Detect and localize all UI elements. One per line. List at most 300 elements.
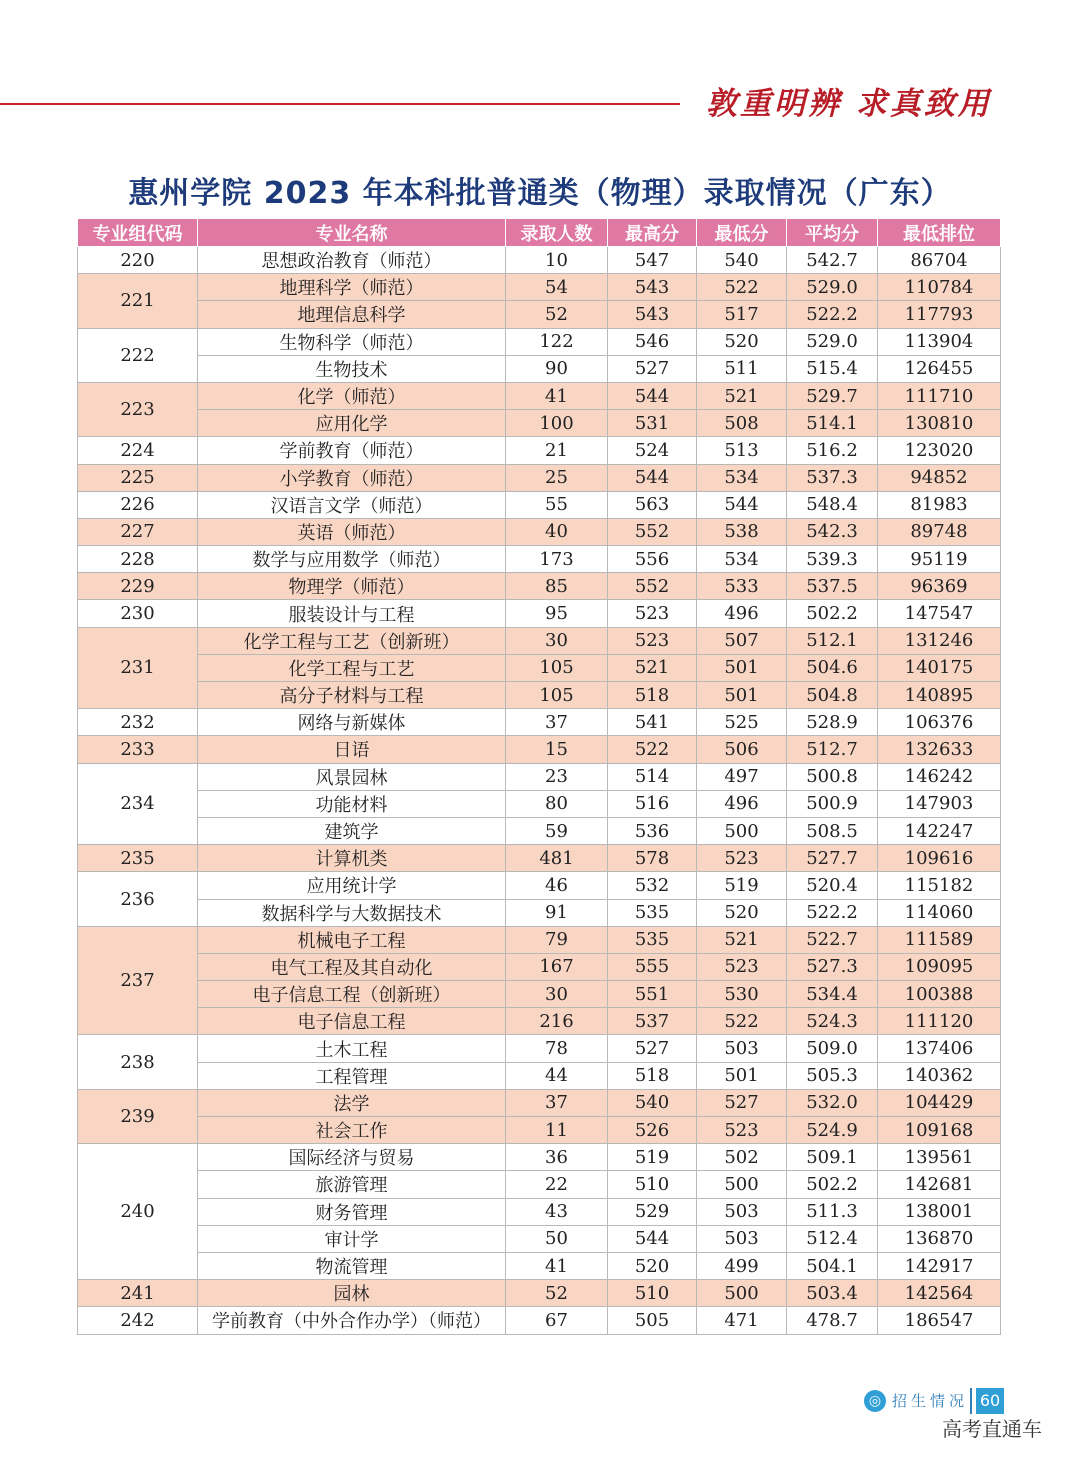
group-code-cell: 226: [78, 491, 198, 518]
table-row: [78, 518, 1001, 545]
min-rank-cell: 139561: [878, 1144, 1001, 1171]
min-rank-cell: 142917: [878, 1252, 1001, 1279]
min-rank-cell: 186547: [878, 1307, 1001, 1334]
max-score-cell: 529: [608, 1198, 697, 1225]
major-name-cell: 电气工程及其自动化: [198, 953, 506, 980]
min-rank-cell: 136870: [878, 1225, 1001, 1252]
table-row: [78, 926, 1001, 953]
major-name-cell: 功能材料: [198, 790, 506, 817]
max-score-cell: 519: [608, 1144, 697, 1171]
avg-score-cell: 524.3: [787, 1008, 878, 1035]
group-code-cell: 237: [78, 926, 198, 1035]
major-name-cell: 社会工作: [198, 1117, 506, 1144]
min-rank-cell: 86704: [878, 247, 1001, 274]
table-row: [78, 1117, 1001, 1144]
min-score-cell: 500: [697, 1171, 787, 1198]
min-score-cell: 520: [697, 899, 787, 926]
min-score-cell: 500: [697, 817, 787, 844]
admitted-count-cell: 15: [506, 736, 608, 763]
table-row: [78, 953, 1001, 980]
major-name-cell: 国际经济与贸易: [198, 1144, 506, 1171]
group-code-cell: 230: [78, 600, 198, 627]
admitted-count-cell: 30: [506, 627, 608, 654]
major-name-cell: 生物科学（师范）: [198, 328, 506, 355]
admitted-count-cell: 173: [506, 546, 608, 573]
min-score-cell: 534: [697, 546, 787, 573]
major-name-cell: 地理科学（师范）: [198, 274, 506, 301]
avg-score-cell: 509.1: [787, 1144, 878, 1171]
admitted-count-cell: 91: [506, 899, 608, 926]
min-score-cell: 533: [697, 573, 787, 600]
avg-score-cell: 504.6: [787, 654, 878, 681]
min-rank-cell: 111589: [878, 926, 1001, 953]
min-rank-cell: 115182: [878, 872, 1001, 899]
major-name-cell: 数据科学与大数据技术: [198, 899, 506, 926]
major-name-cell: 应用化学: [198, 410, 506, 437]
table-row: [78, 1171, 1001, 1198]
min-score-cell: 471: [697, 1307, 787, 1334]
table-row: [78, 1280, 1001, 1307]
min-rank-cell: 123020: [878, 437, 1001, 464]
avg-score-cell: 537.5: [787, 573, 878, 600]
max-score-cell: 541: [608, 709, 697, 736]
major-name-cell: 学前教育（师范）: [198, 437, 506, 464]
min-rank-cell: 126455: [878, 355, 1001, 382]
avg-score-cell: 529.0: [787, 328, 878, 355]
min-rank-cell: 89748: [878, 518, 1001, 545]
group-code-cell: 234: [78, 763, 198, 845]
table-row: [78, 1252, 1001, 1279]
avg-score-cell: 527.3: [787, 953, 878, 980]
min-rank-cell: 109616: [878, 845, 1001, 872]
min-rank-cell: 137406: [878, 1035, 1001, 1062]
table-row: [78, 274, 1001, 301]
min-score-cell: 502: [697, 1144, 787, 1171]
max-score-cell: 531: [608, 410, 697, 437]
max-score-cell: 543: [608, 301, 697, 328]
admitted-count-cell: 41: [506, 382, 608, 409]
avg-score-cell: 529.0: [787, 274, 878, 301]
max-score-cell: 523: [608, 600, 697, 627]
max-score-cell: 544: [608, 382, 697, 409]
admitted-count-cell: 100: [506, 410, 608, 437]
avg-score-cell: 512.4: [787, 1225, 878, 1252]
major-name-cell: 化学（师范）: [198, 382, 506, 409]
group-code-cell: 231: [78, 627, 198, 709]
avg-score-cell: 500.9: [787, 790, 878, 817]
min-score-cell: 522: [697, 274, 787, 301]
footer-section-label: 招生情况: [892, 1392, 969, 1410]
table-row: [78, 899, 1001, 926]
group-code-cell: 242: [78, 1307, 198, 1334]
admitted-count-cell: 41: [506, 1252, 608, 1279]
max-score-cell: 546: [608, 328, 697, 355]
max-score-cell: 551: [608, 981, 697, 1008]
table-row: [78, 981, 1001, 1008]
group-code-cell: 240: [78, 1144, 198, 1280]
min-rank-cell: 111120: [878, 1008, 1001, 1035]
min-score-cell: 540: [697, 247, 787, 274]
min-rank-cell: 106376: [878, 709, 1001, 736]
major-name-cell: 汉语言文学（师范）: [198, 491, 506, 518]
min-score-cell: 496: [697, 790, 787, 817]
group-code-cell: 223: [78, 382, 198, 436]
admitted-count-cell: 79: [506, 926, 608, 953]
min-score-cell: 503: [697, 1225, 787, 1252]
admitted-count-cell: 55: [506, 491, 608, 518]
avg-score-cell: 504.1: [787, 1252, 878, 1279]
group-code-cell: 221: [78, 274, 198, 328]
group-code-cell: 224: [78, 437, 198, 464]
major-name-cell: 计算机类: [198, 845, 506, 872]
page-title: 惠州学院 2023 年本科批普通类（物理）录取情况（广东）: [128, 176, 952, 211]
max-score-cell: 555: [608, 953, 697, 980]
footer-badge: [864, 1386, 1004, 1416]
admitted-count-cell: 105: [506, 654, 608, 681]
admitted-count-cell: 85: [506, 573, 608, 600]
major-name-cell: 日语: [198, 736, 506, 763]
min-score-cell: 501: [697, 682, 787, 709]
major-name-cell: 审计学: [198, 1225, 506, 1252]
min-score-cell: 503: [697, 1035, 787, 1062]
major-name-cell: 旅游管理: [198, 1171, 506, 1198]
min-rank-cell: 96369: [878, 573, 1001, 600]
table-row: [78, 1307, 1001, 1334]
group-code-cell: 235: [78, 845, 198, 872]
max-score-cell: 547: [608, 247, 697, 274]
max-score-cell: 544: [608, 464, 697, 491]
max-score-cell: 552: [608, 518, 697, 545]
admitted-count-cell: 43: [506, 1198, 608, 1225]
major-name-cell: 化学工程与工艺: [198, 654, 506, 681]
major-name-cell: 建筑学: [198, 817, 506, 844]
group-code-cell: 229: [78, 573, 198, 600]
max-score-cell: 544: [608, 1225, 697, 1252]
admitted-count-cell: 167: [506, 953, 608, 980]
admission-table: [77, 218, 1001, 1335]
admitted-count-cell: 122: [506, 328, 608, 355]
major-name-cell: 园林: [198, 1280, 506, 1307]
group-code-cell: 241: [78, 1280, 198, 1307]
min-score-cell: 520: [697, 328, 787, 355]
table-row: [78, 600, 1001, 627]
table-row: [78, 1062, 1001, 1089]
major-name-cell: 应用统计学: [198, 872, 506, 899]
min-score-cell: 538: [697, 518, 787, 545]
col-header-major-name: 专业名称: [198, 219, 506, 247]
avg-score-cell: 534.4: [787, 981, 878, 1008]
admitted-count-cell: 67: [506, 1307, 608, 1334]
table-row: [78, 1225, 1001, 1252]
admitted-count-cell: 21: [506, 437, 608, 464]
min-score-cell: 507: [697, 627, 787, 654]
admitted-count-cell: 59: [506, 817, 608, 844]
avg-score-cell: 509.0: [787, 1035, 878, 1062]
max-score-cell: 520: [608, 1252, 697, 1279]
min-rank-cell: 113904: [878, 328, 1001, 355]
avg-score-cell: 511.3: [787, 1198, 878, 1225]
min-rank-cell: 81983: [878, 491, 1001, 518]
max-score-cell: 540: [608, 1089, 697, 1116]
admitted-count-cell: 37: [506, 709, 608, 736]
max-score-cell: 536: [608, 817, 697, 844]
avg-score-cell: 502.2: [787, 1171, 878, 1198]
min-rank-cell: 142681: [878, 1171, 1001, 1198]
min-score-cell: 522: [697, 1008, 787, 1035]
admitted-count-cell: 90: [506, 355, 608, 382]
watermark-text: 高考直通车: [942, 1417, 1042, 1441]
table-row: [78, 1008, 1001, 1035]
table-row: [78, 817, 1001, 844]
admitted-count-cell: 52: [506, 1280, 608, 1307]
major-name-cell: 法学: [198, 1089, 506, 1116]
major-name-cell: 学前教育（中外合作办学）（师范）: [198, 1307, 506, 1334]
avg-score-cell: 516.2: [787, 437, 878, 464]
min-rank-cell: 110784: [878, 274, 1001, 301]
avg-score-cell: 527.7: [787, 845, 878, 872]
min-score-cell: 506: [697, 736, 787, 763]
min-score-cell: 511: [697, 355, 787, 382]
major-name-cell: 工程管理: [198, 1062, 506, 1089]
group-code-cell: 228: [78, 546, 198, 573]
avg-score-cell: 542.3: [787, 518, 878, 545]
table-row: [78, 682, 1001, 709]
group-code-cell: 238: [78, 1035, 198, 1089]
min-score-cell: 525: [697, 709, 787, 736]
table-body: [78, 247, 1001, 1335]
min-score-cell: 534: [697, 464, 787, 491]
table-row: [78, 736, 1001, 763]
avg-score-cell: 548.4: [787, 491, 878, 518]
min-score-cell: 523: [697, 1117, 787, 1144]
avg-score-cell: 515.4: [787, 355, 878, 382]
table-row: [78, 573, 1001, 600]
major-name-cell: 高分子材料与工程: [198, 682, 506, 709]
min-rank-cell: 142564: [878, 1280, 1001, 1307]
table-row: [78, 437, 1001, 464]
table-row: [78, 410, 1001, 437]
major-name-cell: 服装设计与工程: [198, 600, 506, 627]
avg-score-cell: 524.9: [787, 1117, 878, 1144]
major-name-cell: 思想政治教育（师范）: [198, 247, 506, 274]
group-code-cell: 232: [78, 709, 198, 736]
admitted-count-cell: 22: [506, 1171, 608, 1198]
footer-divider: [970, 1388, 972, 1414]
min-score-cell: 517: [697, 301, 787, 328]
max-score-cell: 535: [608, 926, 697, 953]
major-name-cell: 电子信息工程: [198, 1008, 506, 1035]
table-row: [78, 763, 1001, 790]
max-score-cell: 514: [608, 763, 697, 790]
table-row: [78, 328, 1001, 355]
admitted-count-cell: 37: [506, 1089, 608, 1116]
major-name-cell: 化学工程与工艺（创新班）: [198, 627, 506, 654]
admitted-count-cell: 50: [506, 1225, 608, 1252]
min-score-cell: 530: [697, 981, 787, 1008]
table-row: [78, 872, 1001, 899]
admitted-count-cell: 216: [506, 1008, 608, 1035]
admitted-count-cell: 25: [506, 464, 608, 491]
min-rank-cell: 111710: [878, 382, 1001, 409]
avg-score-cell: 522.7: [787, 926, 878, 953]
admitted-count-cell: 44: [506, 1062, 608, 1089]
admitted-count-cell: 36: [506, 1144, 608, 1171]
page-number: 60: [976, 1388, 1004, 1414]
avg-score-cell: 528.9: [787, 709, 878, 736]
max-score-cell: 527: [608, 1035, 697, 1062]
admitted-count-cell: 46: [506, 872, 608, 899]
min-rank-cell: 100388: [878, 981, 1001, 1008]
table-row: [78, 709, 1001, 736]
min-score-cell: 496: [697, 600, 787, 627]
table-row: [78, 1089, 1001, 1116]
avg-score-cell: 505.3: [787, 1062, 878, 1089]
col-header-max-score: 最高分: [608, 219, 697, 247]
min-rank-cell: 104429: [878, 1089, 1001, 1116]
min-rank-cell: 140362: [878, 1062, 1001, 1089]
table-row: [78, 355, 1001, 382]
min-score-cell: 497: [697, 763, 787, 790]
col-header-group-code: 专业组代码: [78, 219, 198, 247]
min-score-cell: 527: [697, 1089, 787, 1116]
admitted-count-cell: 40: [506, 518, 608, 545]
max-score-cell: 505: [608, 1307, 697, 1334]
min-score-cell: 508: [697, 410, 787, 437]
admitted-count-cell: 481: [506, 845, 608, 872]
table-row: [78, 464, 1001, 491]
major-name-cell: 土木工程: [198, 1035, 506, 1062]
group-code-cell: 236: [78, 872, 198, 926]
avg-score-cell: 522.2: [787, 301, 878, 328]
admitted-count-cell: 11: [506, 1117, 608, 1144]
min-score-cell: 521: [697, 382, 787, 409]
min-rank-cell: 138001: [878, 1198, 1001, 1225]
table-header-row: [78, 219, 1001, 247]
group-code-cell: 222: [78, 328, 198, 382]
group-code-cell: 239: [78, 1089, 198, 1143]
min-rank-cell: 146242: [878, 763, 1001, 790]
min-rank-cell: 132633: [878, 736, 1001, 763]
avg-score-cell: 520.4: [787, 872, 878, 899]
table-row: [78, 627, 1001, 654]
admitted-count-cell: 30: [506, 981, 608, 1008]
min-rank-cell: 114060: [878, 899, 1001, 926]
max-score-cell: 523: [608, 627, 697, 654]
max-score-cell: 522: [608, 736, 697, 763]
max-score-cell: 526: [608, 1117, 697, 1144]
group-code-cell: 227: [78, 518, 198, 545]
avg-score-cell: 539.3: [787, 546, 878, 573]
max-score-cell: 518: [608, 1062, 697, 1089]
table-row: [78, 301, 1001, 328]
avg-score-cell: 537.3: [787, 464, 878, 491]
max-score-cell: 510: [608, 1171, 697, 1198]
col-header-admitted: 录取人数: [506, 219, 608, 247]
col-header-avg-score: 平均分: [787, 219, 878, 247]
header-rule: [0, 103, 680, 105]
major-name-cell: 电子信息工程（创新班）: [198, 981, 506, 1008]
min-rank-cell: 109095: [878, 953, 1001, 980]
min-score-cell: 513: [697, 437, 787, 464]
avg-score-cell: 504.8: [787, 682, 878, 709]
min-score-cell: 544: [697, 491, 787, 518]
min-rank-cell: 131246: [878, 627, 1001, 654]
min-score-cell: 499: [697, 1252, 787, 1279]
max-score-cell: 524: [608, 437, 697, 464]
table-row: [78, 654, 1001, 681]
circle-logo-icon: ◎: [864, 1390, 886, 1412]
major-name-cell: 数学与应用数学（师范）: [198, 546, 506, 573]
table-row: [78, 247, 1001, 274]
major-name-cell: 生物技术: [198, 355, 506, 382]
max-score-cell: 527: [608, 355, 697, 382]
table-row: [78, 845, 1001, 872]
min-score-cell: 503: [697, 1198, 787, 1225]
min-rank-cell: 142247: [878, 817, 1001, 844]
admitted-count-cell: 10: [506, 247, 608, 274]
min-rank-cell: 147903: [878, 790, 1001, 817]
min-score-cell: 523: [697, 845, 787, 872]
max-score-cell: 552: [608, 573, 697, 600]
max-score-cell: 563: [608, 491, 697, 518]
major-name-cell: 地理信息科学: [198, 301, 506, 328]
major-name-cell: 小学教育（师范）: [198, 464, 506, 491]
min-score-cell: 521: [697, 926, 787, 953]
table-row: [78, 1144, 1001, 1171]
avg-score-cell: 542.7: [787, 247, 878, 274]
min-score-cell: 501: [697, 654, 787, 681]
school-motto: 敦重明辨 求真致用: [706, 86, 992, 122]
max-score-cell: 510: [608, 1280, 697, 1307]
max-score-cell: 518: [608, 682, 697, 709]
admitted-count-cell: 23: [506, 763, 608, 790]
min-score-cell: 500: [697, 1280, 787, 1307]
avg-score-cell: 514.1: [787, 410, 878, 437]
admitted-count-cell: 52: [506, 301, 608, 328]
admitted-count-cell: 95: [506, 600, 608, 627]
min-rank-cell: 95119: [878, 546, 1001, 573]
major-name-cell: 物流管理: [198, 1252, 506, 1279]
min-rank-cell: 117793: [878, 301, 1001, 328]
min-rank-cell: 140175: [878, 654, 1001, 681]
group-code-cell: 220: [78, 247, 198, 274]
avg-score-cell: 529.7: [787, 382, 878, 409]
avg-score-cell: 503.4: [787, 1280, 878, 1307]
table-row: [78, 546, 1001, 573]
major-name-cell: 财务管理: [198, 1198, 506, 1225]
max-score-cell: 578: [608, 845, 697, 872]
group-code-cell: 225: [78, 464, 198, 491]
col-header-min-rank: 最低排位: [878, 219, 1001, 247]
admitted-count-cell: 105: [506, 682, 608, 709]
max-score-cell: 543: [608, 274, 697, 301]
avg-score-cell: 478.7: [787, 1307, 878, 1334]
max-score-cell: 532: [608, 872, 697, 899]
table-row: [78, 1035, 1001, 1062]
major-name-cell: 风景园林: [198, 763, 506, 790]
admitted-count-cell: 80: [506, 790, 608, 817]
major-name-cell: 英语（师范）: [198, 518, 506, 545]
table-row: [78, 491, 1001, 518]
avg-score-cell: 508.5: [787, 817, 878, 844]
min-score-cell: 519: [697, 872, 787, 899]
max-score-cell: 516: [608, 790, 697, 817]
min-rank-cell: 94852: [878, 464, 1001, 491]
min-score-cell: 501: [697, 1062, 787, 1089]
admitted-count-cell: 54: [506, 274, 608, 301]
table-row: [78, 1198, 1001, 1225]
table-row: [78, 790, 1001, 817]
